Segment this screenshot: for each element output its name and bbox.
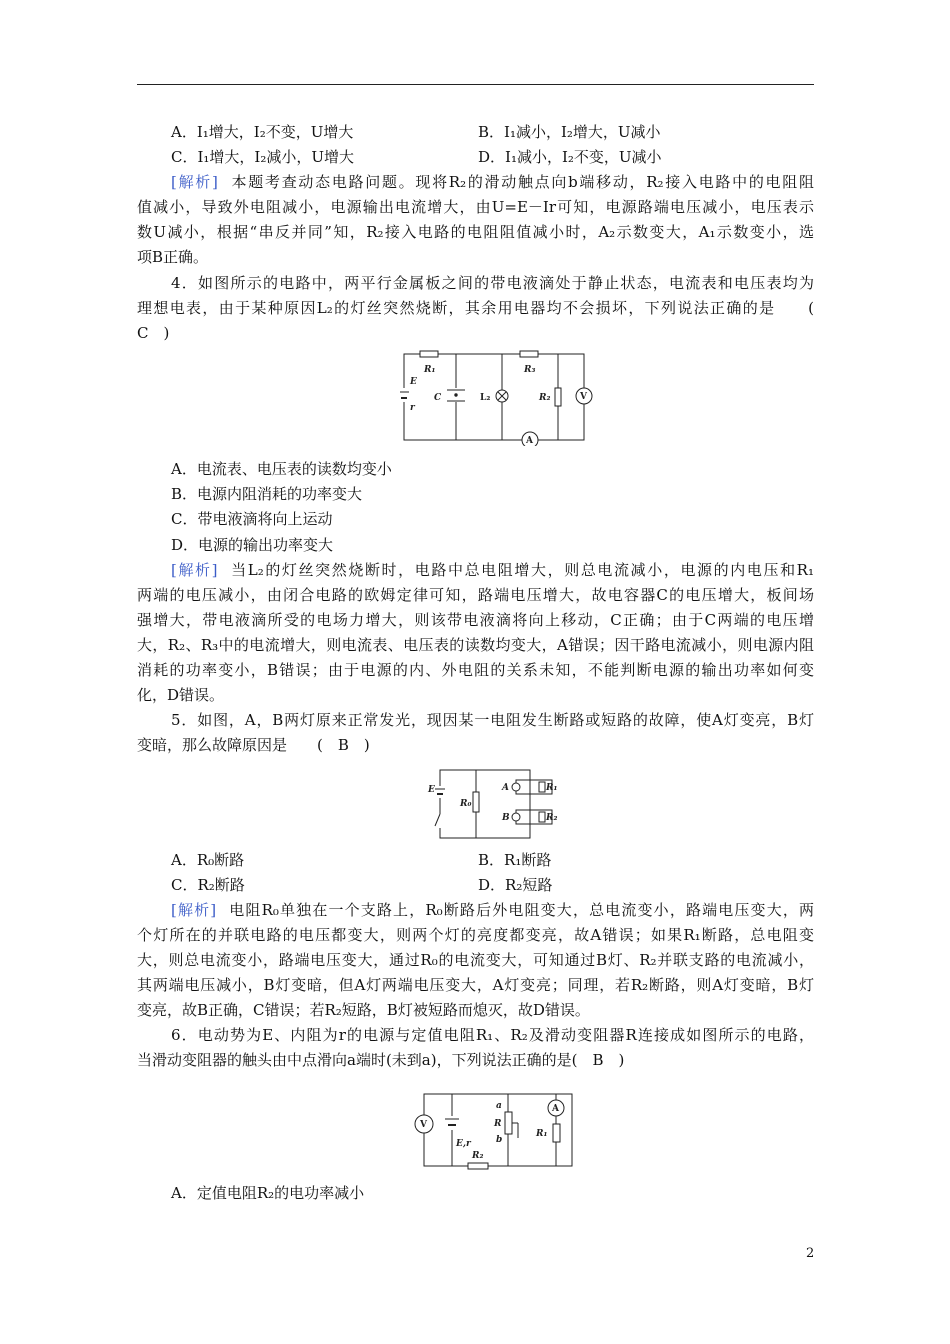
- q3-option-a: A．I₁增大，I₂不变，U增大: [171, 123, 354, 141]
- q4-option-d: D．电源的输出功率变大: [171, 536, 334, 554]
- q6-circuit-diagram: [410, 1088, 590, 1172]
- q5-circuit-diagram: [424, 764, 562, 844]
- q5-stem-line: 变暗，那么故障原因是 ( B ): [137, 736, 370, 754]
- label-r0: R₀: [460, 799, 472, 809]
- q6-stem-line: 当滑动变阻器的触头由中点滑向a端时(未到a)，下列说法正确的是( B ): [137, 1051, 625, 1069]
- ammeter-label: A: [552, 1104, 559, 1114]
- ammeter-label: A: [526, 436, 533, 446]
- q5-analysis-line: 大，则总电流变小，路端电压变大，通过R₀的电流变大，可知通过B灯、R₂并联支路的电流减小，: [137, 951, 814, 969]
- q4-analysis-line: 两端的电压减小，由闭合电路的欧姆定律可知，路端电压增大，故电容器C的电压增大，板间场: [137, 586, 814, 604]
- q5-analysis-line: [171, 900, 814, 920]
- q3-option-d: D．I₁减小，I₂不变，U减小: [478, 148, 662, 166]
- q4-analysis-line: 消耗的功率变小，B错误；由于电源的内、外电阻的关系未知，不能判断电源的输出功率如何变: [137, 661, 814, 679]
- analysis-text: 本题考查动态电路问题。现将R₂的滑动触点向b端移动，R₂接入电路中的电阻阻: [229, 173, 814, 191]
- label-r2: R₂: [472, 1151, 484, 1161]
- q5-stem-line: 5．如图，A，B两灯原来正常发光，现因某一电阻发生断路或短路的故障，使A灯变亮，B灯: [171, 711, 814, 729]
- page-number: 2: [806, 1246, 815, 1261]
- label-r2: R₂: [546, 813, 558, 823]
- q5-analysis-line: 变亮，故B正确，C错误；若R₂短路，B灯被短路而熄灭，故D错误。: [137, 1001, 590, 1019]
- q5-option-d: D．R₂短路: [478, 876, 553, 894]
- voltmeter-label: V: [580, 392, 587, 402]
- q6-stem-line: 6．电动势为E、内阻为r的电源与定值电阻R₁、R₂及滑动变阻器R连接成如图所示的电路，: [171, 1026, 814, 1044]
- label-e: E: [410, 377, 417, 387]
- q4-answer: C ): [137, 324, 170, 342]
- label-c: C: [434, 393, 442, 403]
- label-lamp-a: A: [502, 783, 509, 793]
- label-r1: R₁: [536, 1129, 548, 1139]
- q3-analysis-line: 数U减小，根据“串反并同”知，R₂接入电路的电阻阻值减小时，A₂示数变大，A₁示数变小，选: [137, 223, 814, 241]
- q5-option-c: C．R₂断路: [171, 876, 245, 894]
- analysis-text: 当L₂的灯丝突然烧断时，电路中总电阻增大，则总电流减小，电源的内电压和R₁: [229, 561, 814, 579]
- analysis-tag: [解析]: [171, 901, 217, 919]
- label-lamp-b: B: [502, 813, 510, 823]
- label-e-r: E,r: [456, 1139, 471, 1149]
- q4-circuit-diagram: [400, 348, 618, 446]
- label-e: E: [428, 785, 435, 795]
- q4-analysis-line: 大，R₂、R₃中的电流增大，则电流表、电压表的读数均变大，A错误；因干路电流减小，则电源内阻: [137, 636, 814, 654]
- q4-stem-line: 理想电表，由于某种原因L₂的灯丝突然烧断，其余用电器均不会损坏，下列说法正确的是 (: [137, 299, 814, 317]
- q4-analysis-line: 化，D错误。: [137, 686, 225, 704]
- q4-analysis-line: [171, 560, 814, 580]
- label-r: r: [410, 403, 415, 413]
- q4-stem-line: 4．如图所示的电路中，两平行金属板之间的带电液滴处于静止状态，电流表和电压表均为: [171, 274, 814, 292]
- q5-analysis-line: 其两端电压减小，B灯变暗，但A灯两端电压变大，A灯变亮；同理，若R₂断路，则A灯变暗，B灯: [137, 976, 814, 994]
- q3-option-c: C．I₁增大，I₂减小，U增大: [171, 148, 354, 166]
- label-r3: R₃: [524, 365, 536, 375]
- label-l2: L₂: [480, 393, 491, 403]
- label-r2: R₂: [539, 393, 551, 403]
- voltmeter-label: V: [420, 1120, 427, 1130]
- q3-analysis-line: [171, 172, 814, 192]
- label-r1: R₁: [546, 783, 558, 793]
- header-rule: [137, 84, 814, 85]
- q3-option-b: B．I₁减小，I₂增大，U减小: [478, 123, 661, 141]
- analysis-tag: [解析]: [171, 561, 218, 579]
- label-b-end: b: [496, 1135, 503, 1145]
- analysis-text: 电阻R₀单独在一个支路上，R₀断路后外电阻变大，总电流变小，路端电压变大，两: [228, 901, 814, 919]
- q5-option-b: B．R₁断路: [478, 851, 552, 869]
- q5-analysis-line: 个灯所在的并联电路的电压都变大，则两个灯的亮度都变亮，故A错误；如果R₁断路，总电阻变: [137, 926, 814, 944]
- q4-analysis-line: 强增大，带电液滴所受的电场力增大，则该带电液滴将向上移动，C正确；由于C两端的电压增: [137, 611, 814, 629]
- q3-analysis-line: 值减小，导致外电阻减小，电源输出电流增大，由U=E－Ir可知，电源路端电压减小，电压表示: [137, 198, 814, 216]
- q4-option-a: A．电流表、电压表的读数均变小: [171, 460, 392, 478]
- label-r: R: [494, 1119, 502, 1129]
- q4-option-c: C．带电液滴将向上运动: [171, 510, 333, 528]
- q5-option-a: A．R₀断路: [171, 851, 245, 869]
- label-r1: R₁: [424, 365, 436, 375]
- analysis-tag: [解析]: [171, 173, 218, 191]
- q6-option-a: A．定值电阻R₂的电功率减小: [171, 1184, 365, 1202]
- q3-analysis-line: 项B正确。: [137, 248, 209, 266]
- label-a-end: a: [496, 1101, 502, 1111]
- q4-option-b: B．电源内阻消耗的功率变大: [171, 485, 363, 503]
